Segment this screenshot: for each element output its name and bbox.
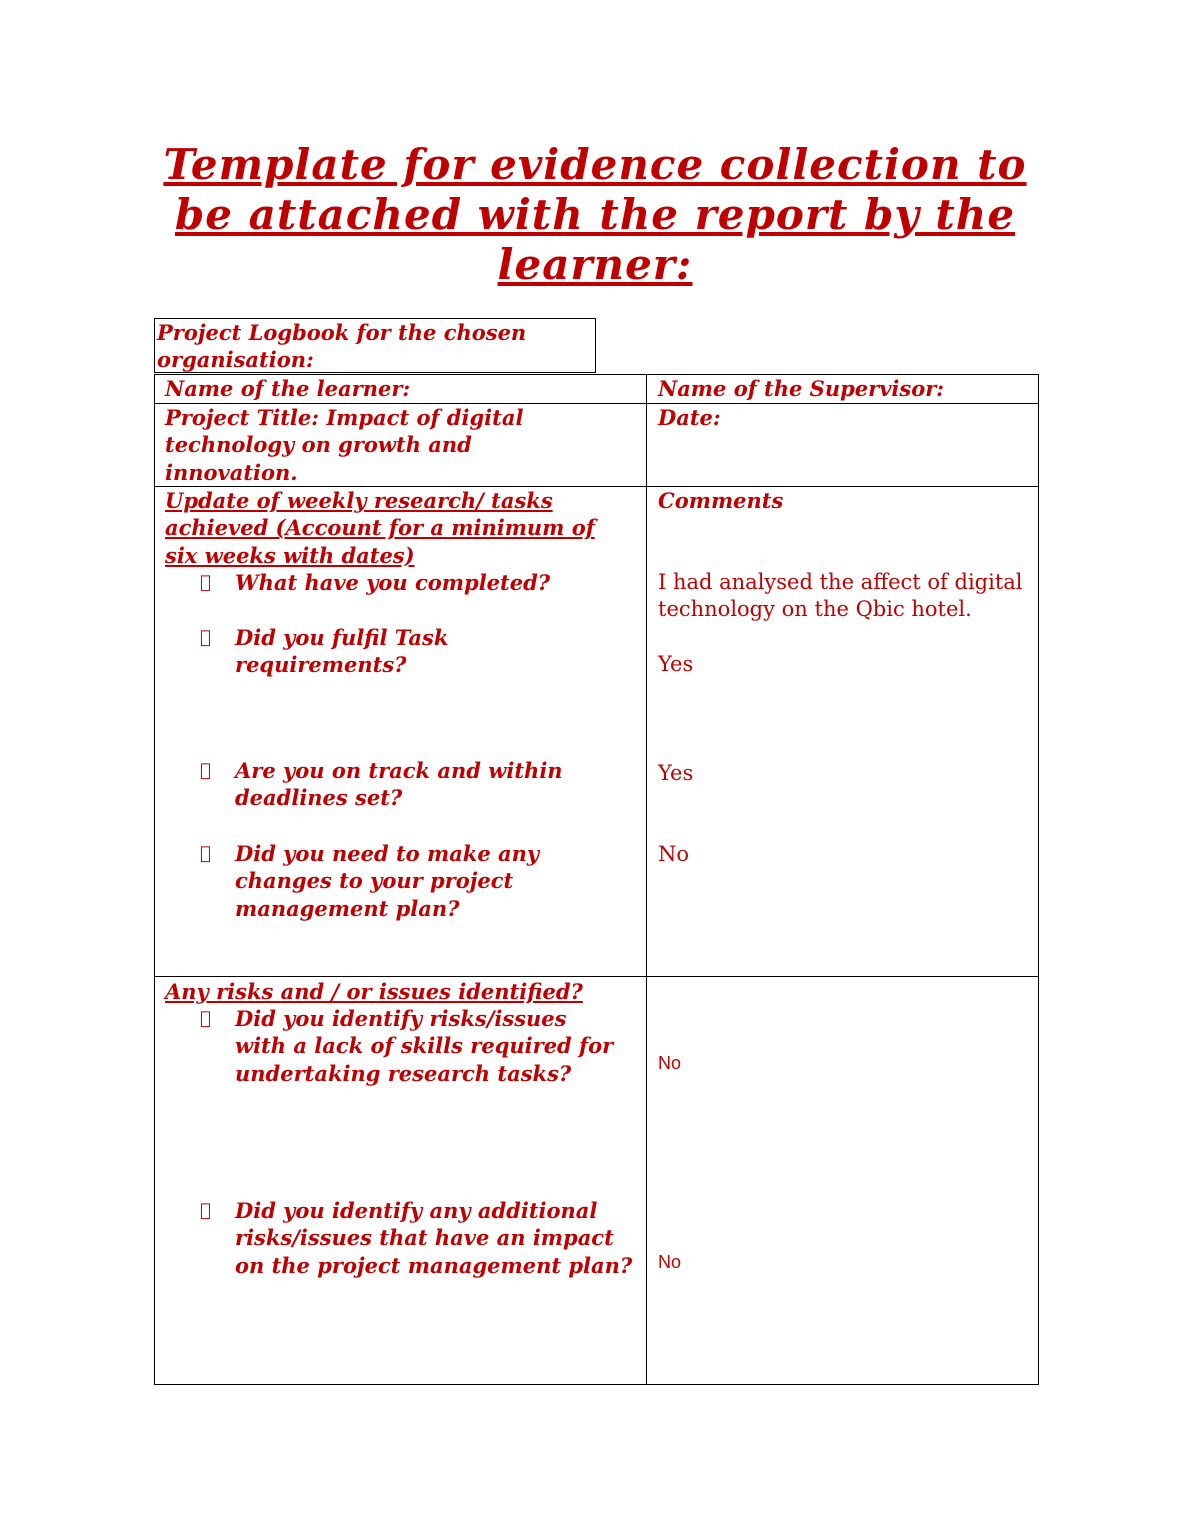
weekly-question-2: Did you fulfil Task requirements? (200, 624, 630, 679)
weekly-answer-1: I had analysed the affect of digital technology on the Qbic hotel. (658, 570, 1023, 622)
bullet-icon (200, 569, 211, 596)
weekly-answer-4: No (658, 842, 690, 866)
bullet-icon (200, 757, 211, 784)
weekly-heading: Update of weekly research/ tasks achieved (Account for a minimum of six weeks with dates) (165, 488, 595, 568)
bullet-icon (200, 1197, 211, 1224)
risk-question-1: Did you identify risks/issues with a lack of skills required for undertaking research tasks? (200, 1005, 630, 1087)
risk-answer-1: No (658, 1053, 682, 1073)
date-label: Date: (658, 405, 721, 430)
page-title: Template for evidence collection to be attached with the report by the learner: (163, 140, 1027, 289)
learner-label: Name of the learner: (165, 376, 411, 401)
risk-answer-2: No (658, 1252, 682, 1272)
project-title: Project Title: Impact of digital technology on growth and innovation. (165, 405, 524, 485)
weekly-question-3: Are you on track and within deadlines set? (200, 757, 630, 812)
cell-risk-answers (646, 976, 1039, 1385)
risk-question-2: Did you identify any additional risks/issues that have an impact on the project management plan? (200, 1197, 630, 1279)
bullet-icon (200, 624, 211, 651)
weekly-question-4: Did you need to make any changes to your project management plan? (200, 840, 630, 922)
weekly-answer-3: Yes (658, 761, 694, 785)
cell-comments (646, 486, 1039, 977)
comments-heading: Comments (658, 488, 784, 513)
risks-heading: Any risks and / or issues identified? (165, 979, 583, 1004)
weekly-question-1: What have you completed? (200, 569, 630, 596)
supervisor-label: Name of the Supervisor: (658, 376, 945, 401)
weekly-answer-2: Yes (658, 652, 694, 676)
bullet-icon (200, 1005, 211, 1032)
logbook-label: Project Logbook for the chosen organisation: (154, 318, 596, 373)
bullet-icon (200, 840, 211, 867)
